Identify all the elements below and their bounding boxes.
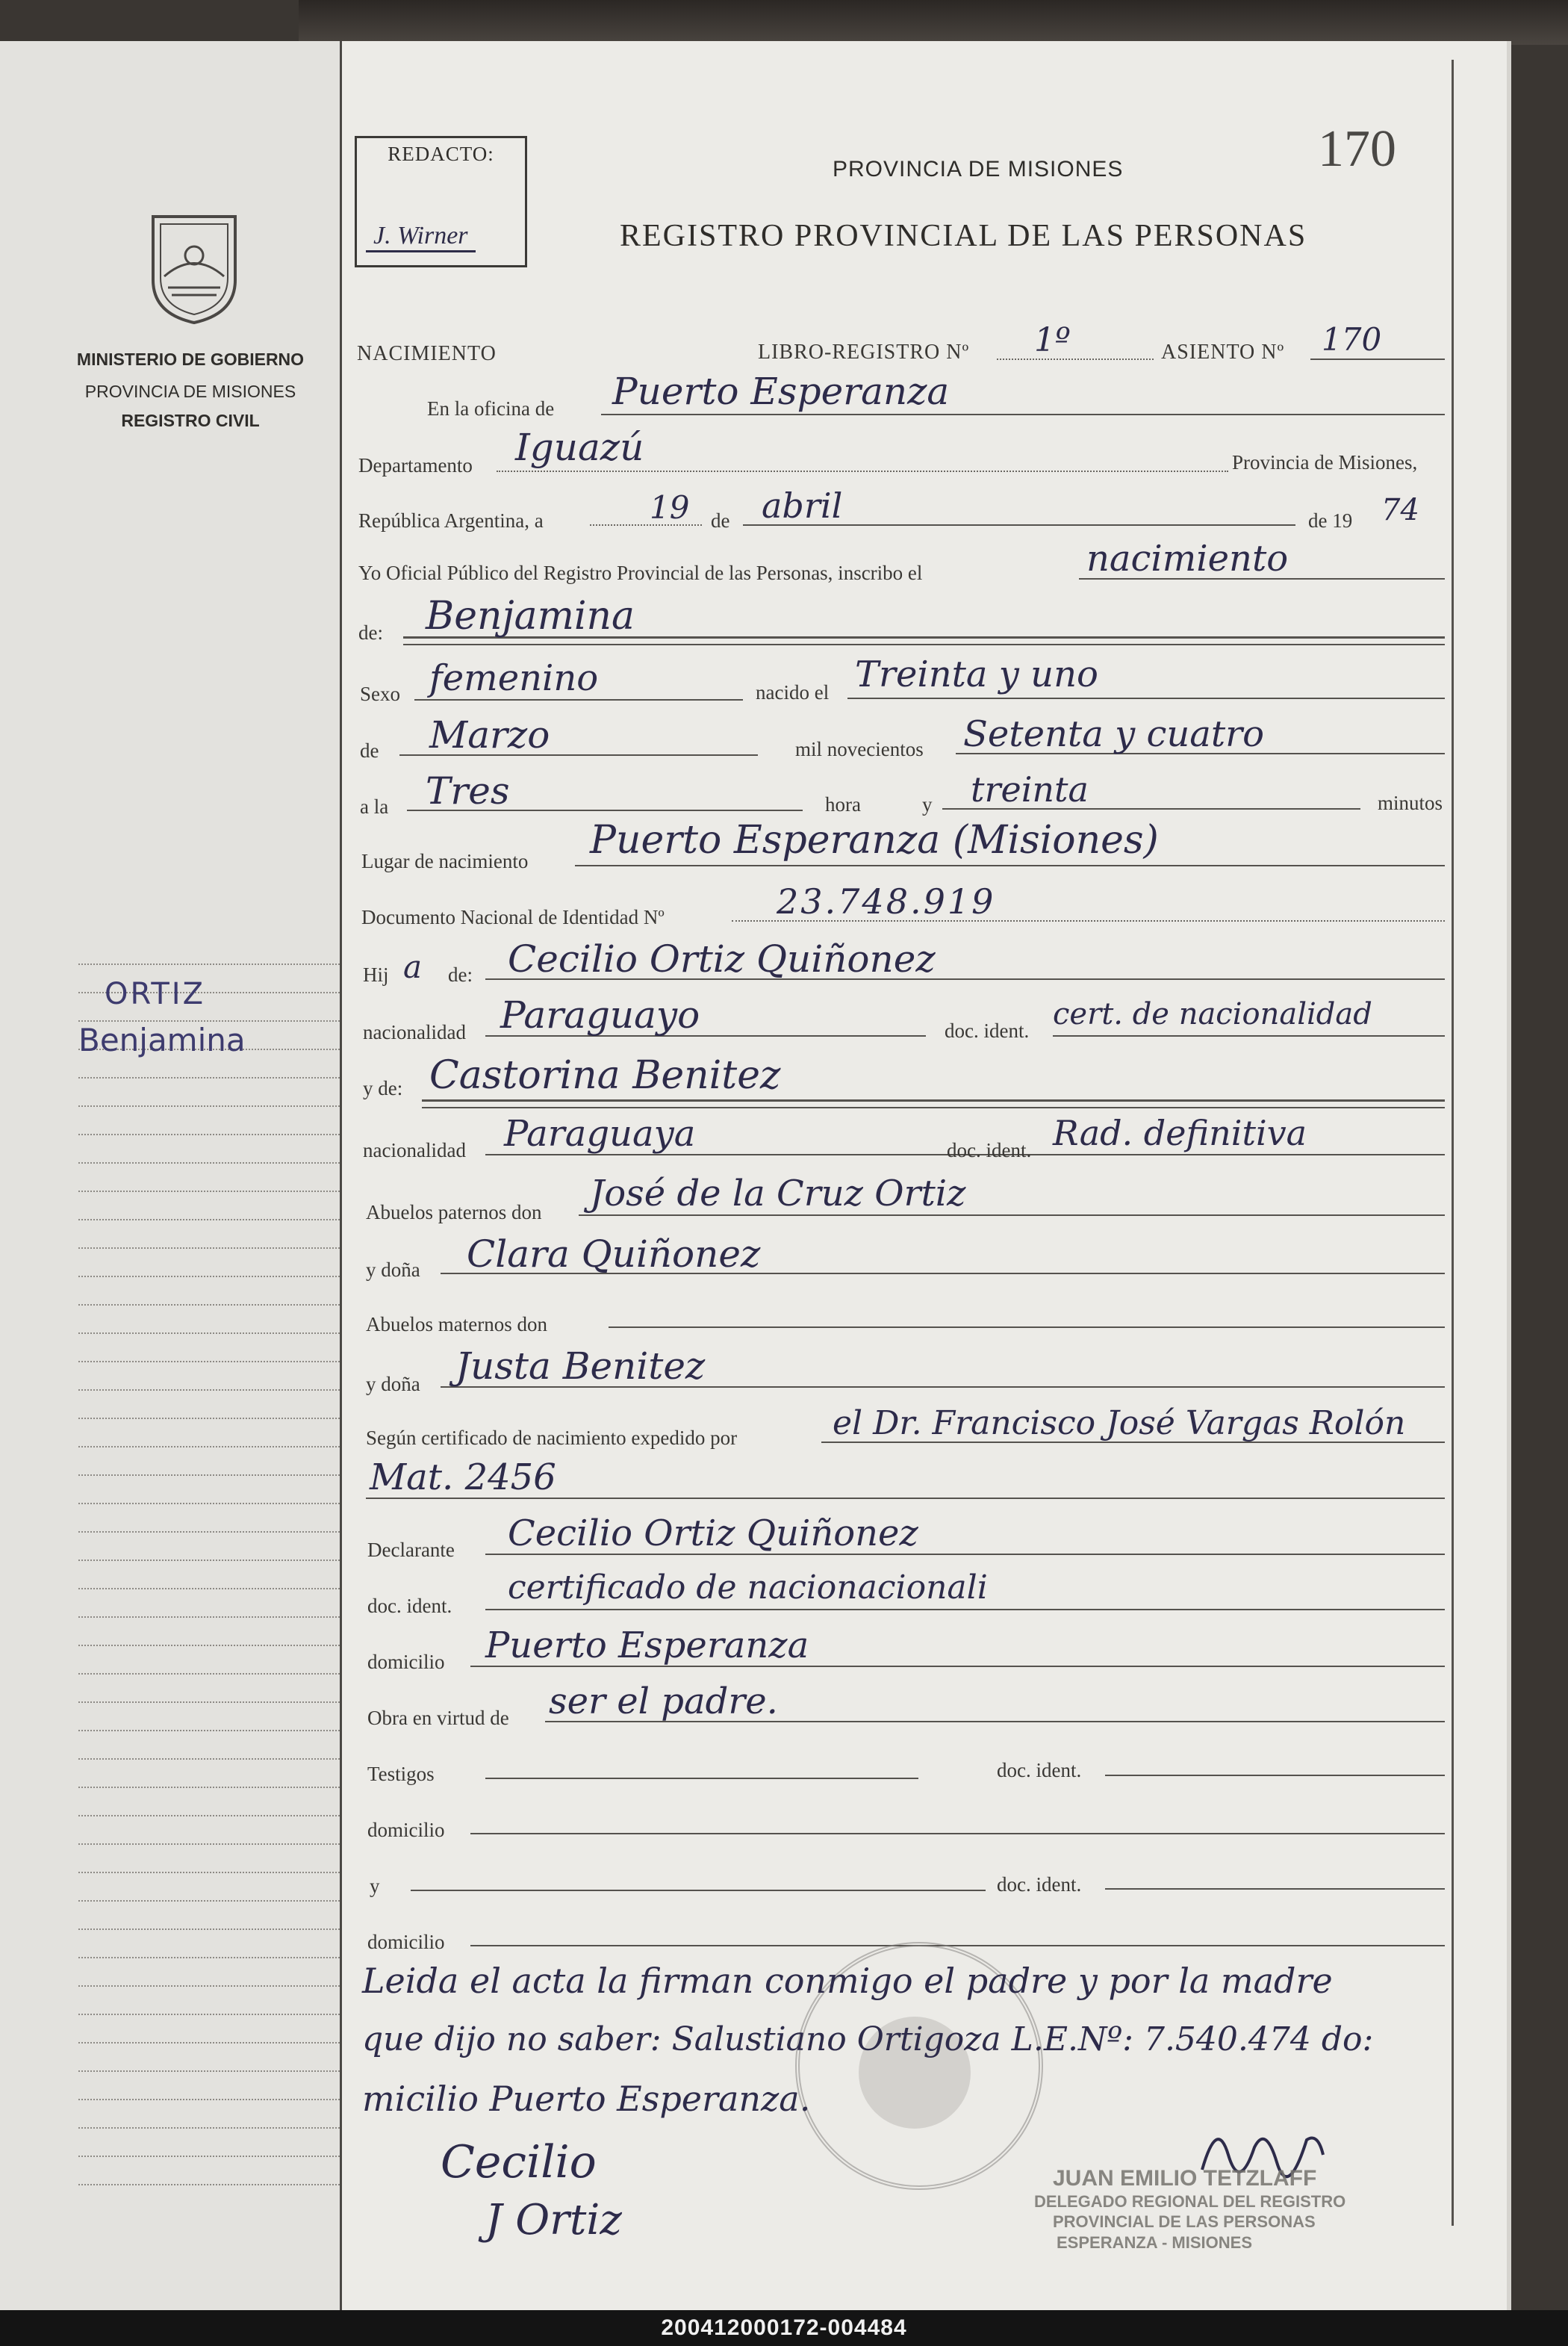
declarant-signature-2: J Ortiz [485, 2196, 622, 2244]
value-certificado-por: el Dr. Francisco José Vargas Rolón [833, 1404, 1406, 1442]
label-libro: LIBRO-REGISTRO Nº [758, 341, 970, 364]
label-nacionalidad-padre: nacionalidad [363, 1021, 466, 1043]
redacto-signature: J. Wirner [366, 222, 476, 252]
label-sexo: Sexo [360, 683, 400, 705]
value-abuela-paterna: Clara Quiñonez [467, 1232, 761, 1276]
value-abuela-materna: Justa Benitez [455, 1344, 706, 1388]
right-margin-rule [1452, 60, 1454, 2226]
value-padre: Cecilio Ortiz Quiñonez [508, 937, 936, 981]
label-republica: República Argentina, a [358, 509, 544, 532]
redacto-box [355, 136, 527, 267]
label-hij-de: de: [448, 963, 473, 986]
label-hora: hora [825, 793, 861, 816]
value-obra-virtud: ser el padre. [549, 1681, 778, 1722]
value-nacido-mes: Marzo [429, 713, 550, 757]
note-line-1: Leida el acta la firman conmigo el padre y por la madre [362, 1961, 1333, 2001]
value-padre-doc: cert. de nacionalidad [1053, 997, 1372, 1031]
label-obra: Obra en virtud de [367, 1707, 509, 1729]
value-departamento: Iguazú [515, 426, 644, 469]
label-oficina: En la oficina de [427, 397, 555, 420]
value-oficina: Puerto Esperanza [612, 370, 950, 413]
declarant-signature-1: Cecilio [441, 2136, 597, 2188]
header-registry: REGISTRO PROVINCIAL DE LAS PERSONAS [620, 219, 1307, 253]
stamp-official-name: JUAN EMILIO TETZLAFF [1053, 2166, 1317, 2191]
label-nacimiento: NACIMIENTO [357, 342, 497, 365]
provincial-crest-icon [146, 209, 243, 329]
value-nacido-anio: Setenta y cuatro [963, 713, 1264, 755]
label-de-nombre: de: [358, 621, 383, 644]
value-mes: abril [762, 485, 843, 526]
label-de: de [711, 509, 730, 532]
label-abuelos-maternos: Abuelos maternos don [366, 1313, 547, 1335]
value-anio: 74 [1381, 493, 1419, 527]
label-hij: Hij [363, 963, 389, 986]
label-nacido: nacido el [756, 681, 830, 704]
label-abuelos-paternos: Abuelos paternos don [366, 1201, 542, 1223]
label-minutos: minutos [1378, 792, 1443, 814]
value-declarante-doc: certificado de nacionacionali [508, 1568, 988, 1607]
value-declarante: Cecilio Ortiz Quiñonez [508, 1512, 918, 1554]
note-line-3: micilio Puerto Esperanza. [362, 2079, 811, 2119]
label-de-mes: de [360, 739, 379, 762]
label-testigos: Testigos [367, 1763, 435, 1785]
label-mil: mil novecientos [795, 738, 924, 760]
label-yo-oficial: Yo Oficial Público del Registro Provincial de las Personas, inscribo el [358, 562, 923, 584]
label-de-19: de 19 [1308, 509, 1353, 532]
value-hora: Tres [426, 769, 510, 813]
value-sexo: femenino [429, 657, 599, 699]
value-padre-nacionalidad: Paraguayo [500, 993, 700, 1037]
stamp-line-2: DELEGADO REGIONAL DEL REGISTRO [1034, 2192, 1346, 2211]
note-line-2: que dijo no saber: Salustiano Ortigoza L.E.Nº: 7.540.474 do: [362, 2020, 1374, 2058]
margin-annotation-surname: ORTIZ [105, 977, 205, 1011]
value-acto: nacimiento [1086, 538, 1289, 580]
label-departamento: Departamento [358, 454, 473, 477]
stamp-line-3: PROVINCIAL DE LAS PERSONAS [1053, 2212, 1316, 2231]
redacto-label: REDACTO: [388, 143, 494, 165]
stamp-line-4: ESPERANZA - MISIONES [1057, 2233, 1252, 2252]
page-number: 170 [1318, 120, 1396, 178]
value-declarante-domicilio: Puerto Esperanza [485, 1624, 809, 1666]
value-minutos: treinta [971, 769, 1089, 810]
label-lugar: Lugar de nacimiento [361, 850, 529, 872]
value-dni: 23.748.919 [777, 881, 996, 922]
label-declarante-domicilio: domicilio [367, 1651, 445, 1673]
label-y-dona-materna: y doña [366, 1373, 420, 1395]
label-testigo2-domicilio: domicilio [367, 1931, 445, 1953]
value-abuelo-paterno: José de la Cruz Ortiz [590, 1173, 966, 1214]
value-asiento-no: 170 [1322, 321, 1382, 358]
label-declarante: Declarante [367, 1539, 455, 1561]
value-madre-nacionalidad: Paraguaya [504, 1113, 696, 1155]
label-asiento: ASIENTO Nº [1161, 341, 1285, 364]
label-testigo1-doc: doc. ident. [997, 1759, 1082, 1781]
label-documento: Documento Nacional de Identidad Nº [361, 906, 665, 928]
page-top-shadow [299, 0, 1568, 45]
label-testigo1-domicilio: domicilio [367, 1819, 445, 1841]
header-province: PROVINCIA DE MISIONES [833, 157, 1124, 181]
value-hij-suffix: a [403, 949, 423, 985]
value-madre-doc: Rad. definitiva [1053, 1113, 1307, 1153]
label-testigo2-doc: doc. ident. [997, 1873, 1082, 1896]
footer-document-id: 200412000172-004484 [661, 2315, 907, 2340]
label-nacionalidad-madre: nacionalidad [363, 1139, 466, 1161]
value-nacido-dia: Treinta y uno [855, 654, 1098, 695]
label-y-dona-paterna: y doña [366, 1259, 420, 1281]
label-a-la: a la [360, 795, 389, 818]
value-madre: Castorina Benitez [429, 1053, 781, 1098]
margin-annotation-name: Benjamina [78, 1022, 246, 1058]
label-segun: Según certificado de nacimiento expedido por [366, 1427, 738, 1449]
margin-province: PROVINCIA DE MISIONES [84, 382, 296, 401]
value-lugar: Puerto Esperanza (Misiones) [590, 818, 1159, 863]
ministry-name: MINISTERIO DE GOBIERNO [76, 350, 305, 369]
value-nombre: Benjamina [426, 594, 635, 639]
label-testigo2-y: y [370, 1875, 380, 1897]
label-doc-ident-padre: doc. ident. [945, 1020, 1030, 1042]
value-matricula: Mat. 2456 [370, 1456, 556, 1498]
value-libro-no: 1º [1034, 321, 1071, 359]
label-y: y [922, 793, 933, 816]
label-doc-ident-madre: doc. ident. [947, 1139, 1032, 1161]
label-y-de: y de: [363, 1077, 403, 1099]
label-declarante-doc: doc. ident. [367, 1595, 452, 1617]
margin-office: REGISTRO CIVIL [121, 411, 260, 430]
value-dia: 19 [650, 489, 690, 526]
label-provincia: Provincia de Misiones, [1232, 451, 1418, 474]
